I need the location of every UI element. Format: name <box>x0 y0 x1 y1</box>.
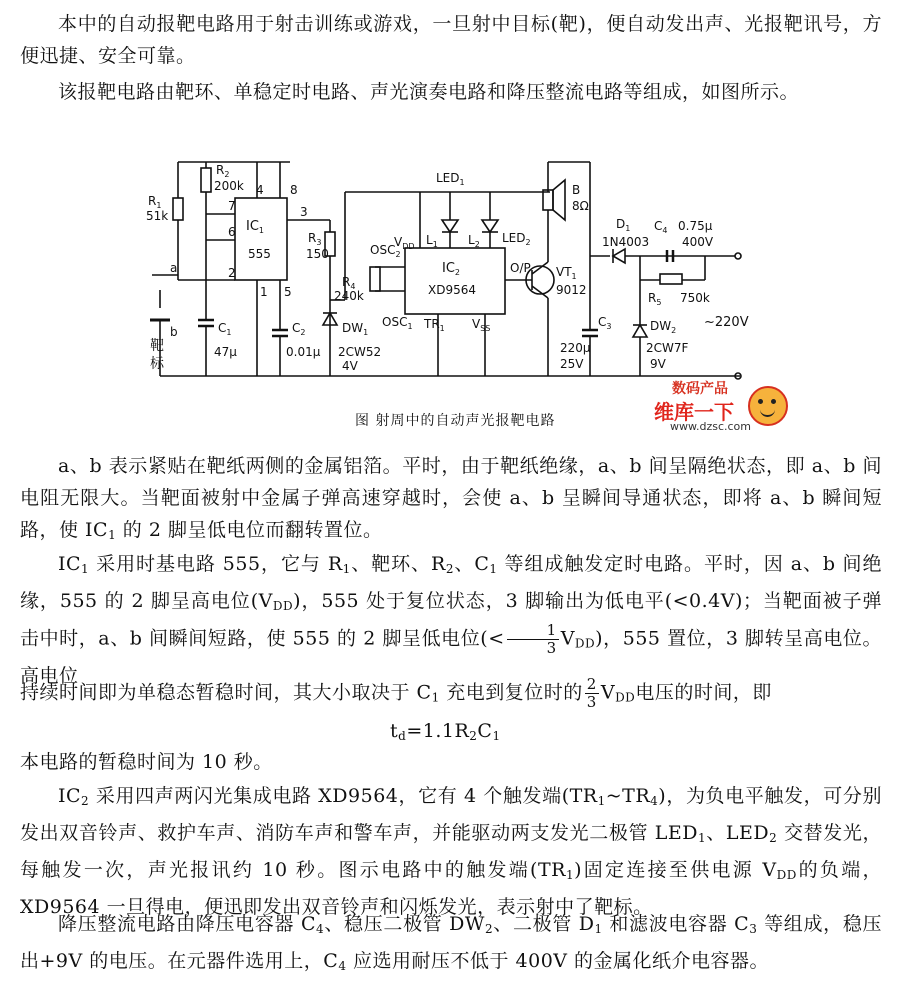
label-pin3: 3 <box>300 205 308 219</box>
label-vt1: $VT_1$ <box>556 265 577 281</box>
resistor-r2 <box>201 168 211 192</box>
figure-caption: 图 射周中的自动声光报靶电路 <box>355 413 556 429</box>
ic1-box <box>235 198 287 280</box>
label-pin6: 6 <box>228 225 236 239</box>
logo-url-text: www.dzsc.com <box>670 420 752 433</box>
diode-d1 <box>613 249 625 263</box>
label-dw2-val2: 9V <box>650 357 666 371</box>
resistor-r1 <box>173 198 183 220</box>
ic2-box <box>405 248 505 314</box>
zener-dw2 <box>633 325 647 337</box>
label-pin2: 2 <box>228 266 236 280</box>
mains-terminal-1 <box>735 253 741 259</box>
label-dw1-val1: 2CW52 <box>338 345 382 359</box>
label-c3-val2: 25V <box>560 357 584 371</box>
fraction-two-thirds: $\frac{2}{3}$ <box>586 675 597 711</box>
label-led2: $LED_2$ <box>502 231 531 247</box>
logo-top-text: 数码产品 <box>672 381 728 397</box>
paragraph-ic2: $IC_2$ 采用四声两闪光集成电路 XD9564，它有 4 个触发端$(TR_1\sim TR_4)$，为负电平触发，可分别发出双音铃声、救护车声、消防车声和警车声，并能驱动两支发光二极管 $LED_1$、$LED_2$ 交替发光，每触发一次，声光报讯约 10 秒。图示电路中的触发端$(TR_1)$固定连接至供电源 $V_{DD}$的负端，XD9564 一旦得电，便迅即发出双音铃声和闪烁发光，表示射中了靶标。 <box>20 785 882 918</box>
label-led1: $LED_1$ <box>436 171 465 187</box>
mascot-face-icon <box>748 386 788 426</box>
label-c3: $C_3$ <box>598 315 612 331</box>
label-l1: $L_1$ <box>426 233 438 249</box>
label-spk: B <box>572 183 581 197</box>
label-c2: $C_2$ <box>292 321 306 337</box>
label-d1-val: 1N4003 <box>602 235 650 249</box>
label-pin1: 1 <box>260 285 268 299</box>
label-pin4: 4 <box>256 183 264 197</box>
label-spk-val: 8Ω <box>572 199 589 213</box>
label-r2-val: 200k <box>214 179 244 193</box>
label-c4-val2: 400V <box>682 235 714 249</box>
circuit-diagram <box>120 150 760 405</box>
resistor-r4 <box>370 267 380 291</box>
logo-main-text: 维库一下 <box>654 400 734 424</box>
label-c3-val1: 220μ <box>560 341 591 355</box>
label-c4: $C_4$ <box>654 219 668 235</box>
label-pin5: 5 <box>284 285 292 299</box>
label-c2-val: 0.01μ <box>286 345 321 359</box>
label-ic2-val: XD9564 <box>428 283 476 297</box>
label-r5-val: 750k <box>680 291 710 305</box>
paragraph-ab-foil: a、b 表示紧贴在靶纸两侧的金属铝箔。平时，由于靶纸绝缘，a、b 间呈隔绝状态，即 a、b 间电阻无限大。当靶面被射中金属子弹高速穿越时，会使 a、b 呈瞬间导通状态，即将 a、b 瞬间短路，使 $IC_1$ 的 2 脚呈低电位而翻转置位。 <box>20 455 882 542</box>
label-vt1-val: 9012 <box>556 283 587 297</box>
label-pin8: 8 <box>290 183 298 197</box>
watermark-logo <box>652 378 792 438</box>
label-mains: ~220V <box>704 315 749 330</box>
label-r3: $R_3$ <box>308 231 322 247</box>
intro-paragraph-2: 该报靶电路由靶环、单稳定时电路、声光演奏电路和降压整流电路等组成，如图所示。 <box>58 81 800 103</box>
paragraph-ic1: $IC_1$ 采用时基电路 555，它与 $R_1$、靶环、$R_2$、$C_1$ 等组成触发定时电路。平时，因 a、b 间绝缘，555 的 2 脚呈高电位$(V_{DD})$，555 处于复位状态，3 脚输出为低电平(<0.4V)；当靶面被子弹击中时，a、b 间瞬间短路，使 555 的 2 脚呈低电位(< $\frac{1}{3}$ $V_{DD}$)，555 置位，3 脚转呈高电位。高电位 <box>20 553 882 687</box>
label-r1-val: 51k <box>146 209 169 223</box>
led2-symbol <box>482 220 498 232</box>
label-r4-val: 240k <box>334 289 364 303</box>
label-pin7: 7 <box>228 199 236 213</box>
label-r5: $R_5$ <box>648 291 662 307</box>
label-l2: $L_2$ <box>468 233 480 249</box>
formula-td: $t_d=1.1R_2C_1$ <box>390 720 501 743</box>
label-r1: $R_1$ <box>148 194 162 210</box>
label-dw2-val1: 2CW7F <box>646 341 689 355</box>
label-vdd: $V_{DD}$ <box>394 235 415 251</box>
label-ic2: $IC_2$ <box>442 261 461 277</box>
label-c1: $C_1$ <box>218 321 232 337</box>
label-op: O/P <box>510 261 531 275</box>
label-vss: $V_{SS}$ <box>472 317 491 333</box>
label-r2: $R_2$ <box>216 163 230 179</box>
speaker-cone <box>553 180 565 220</box>
label-r3-val: 150 <box>306 247 329 261</box>
label-c1-val: 47μ <box>214 345 237 359</box>
label-a: a <box>170 261 178 275</box>
label-r4: $R_4$ <box>342 275 356 291</box>
label-target-1: 靶 <box>150 338 164 354</box>
paragraph-hold-time: 本电路的暂稳时间为 10 秒。 <box>20 751 273 773</box>
intro-paragraph-1: 本中的自动报靶电路用于射击训练或游戏，一旦射中目标(靶)，便自动发出声、光报靶讯号，方便迅捷、安全可靠。 <box>20 13 882 67</box>
label-osc2: $OSC_2$ <box>370 243 401 259</box>
speaker-b <box>543 190 553 210</box>
label-c4-val1: 0.75μ <box>678 219 713 233</box>
resistor-r5 <box>660 274 682 284</box>
label-target-2: 标 <box>150 356 164 372</box>
fraction-one-third: $\frac{1}{3}$ <box>507 622 559 657</box>
paragraph-duration: 持续时间即为单稳态暂稳时间，其大小取决于 $C_1$ 充电到复位时的 $\frac{2}{3}$ $V_{DD}$电压的时间，即 <box>20 675 772 711</box>
label-osc1: $OSC_1$ <box>382 315 413 331</box>
paragraph-power-supply: 降压整流电路由降压电容器 $C_4$、稳压二极管 $DW_2$、二极管 $D_1$ 和滤波电容器 $C_3$ 等组成，稳压出+9V 的电压。在元器件选用上，$C_4$ 应选用耐压不低于 400V 的金属化纸介电容器。 <box>20 913 883 973</box>
label-dw1-val2: 4V <box>342 359 358 373</box>
label-ic1-val: 555 <box>248 247 271 261</box>
label-dw1: $DW_1$ <box>342 321 369 337</box>
led1-symbol <box>442 220 458 232</box>
label-ic1: $IC_1$ <box>246 219 265 235</box>
label-b: b <box>170 325 178 339</box>
label-tr1: $TR_1$ <box>424 317 445 333</box>
label-dw2: $DW_2$ <box>650 319 677 335</box>
label-d1: $D_1$ <box>616 217 631 233</box>
